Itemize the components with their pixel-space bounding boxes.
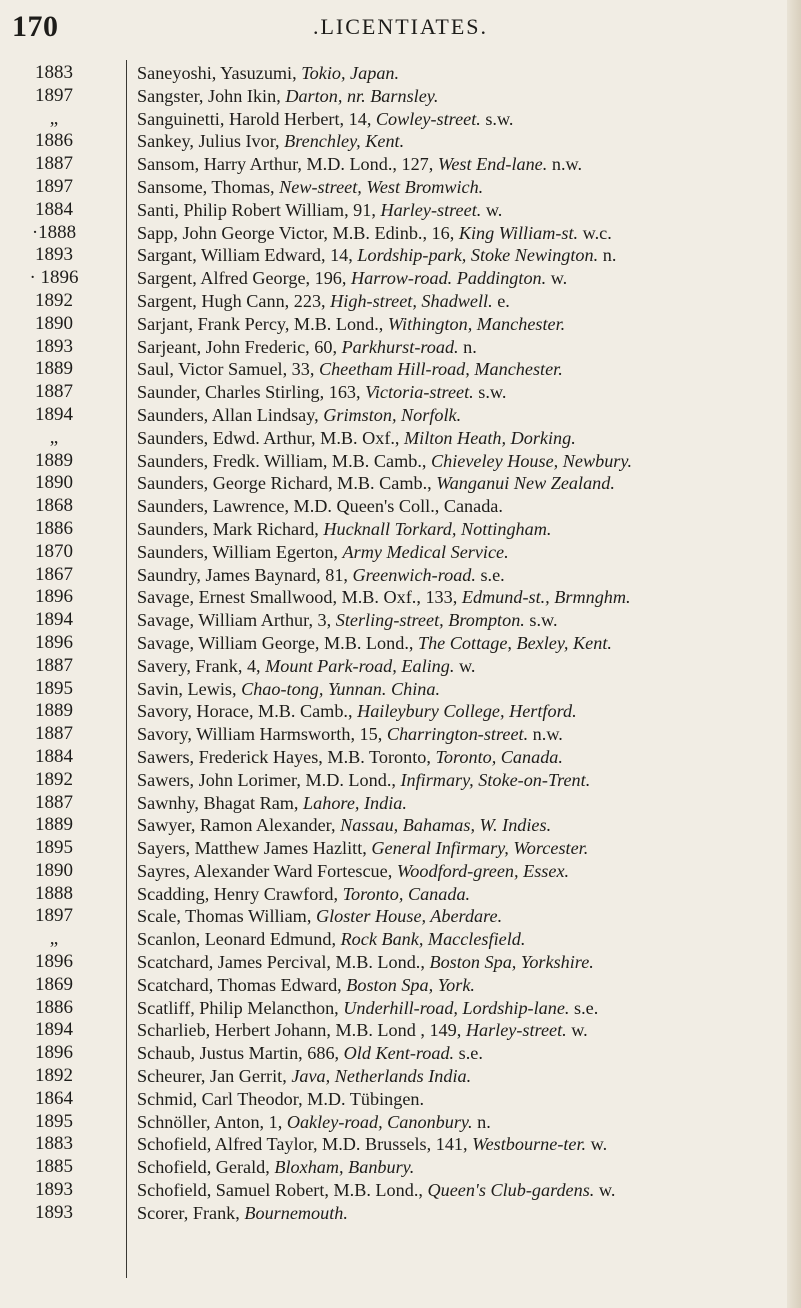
entry-address: Bloxham, Banbury. (274, 1157, 415, 1178)
entry-name: Schaub, Justus Martin, 686, (137, 1043, 344, 1064)
entry-address: Milton Heath, Dorking. (404, 427, 576, 448)
entry-year: 1886 (35, 517, 73, 539)
entry-year: 1870 (35, 540, 73, 562)
entry-year: 1894 (35, 1019, 73, 1041)
entry-address: Chieveley House, Newbury. (430, 450, 632, 471)
entry-year: 1889 (35, 700, 73, 722)
list-item (0, 1202, 801, 1225)
list-item (0, 290, 801, 313)
entry-text (137, 905, 785, 928)
entry-text (137, 358, 785, 381)
list-item (0, 860, 801, 883)
entry-name: Schmid, Carl Theodor, M.D. Tübingen. (137, 1088, 425, 1109)
entry-address: Wanganui New Zealand. (436, 473, 615, 494)
entry-name: Schofield, Gerald, (137, 1157, 275, 1178)
entry-text (137, 792, 785, 815)
list-item (0, 723, 801, 746)
entry-year: 1897 (35, 84, 73, 106)
entry-year: 1886 (35, 130, 73, 152)
entry-district: s.w. (473, 382, 507, 403)
entry-text (137, 951, 785, 974)
entry-text (137, 746, 785, 769)
licentiate-list (0, 62, 801, 1225)
list-item (0, 381, 801, 404)
entry-name: Saunders, George Richard, M.B. Camb., (137, 473, 437, 494)
entry-name: Sargent, Alfred George, 196, (137, 268, 351, 289)
list-item (0, 997, 801, 1020)
entry-name: Saunders, Mark Richard, (137, 518, 324, 539)
entry-text (137, 609, 785, 632)
entry-year: 1890 (35, 312, 73, 334)
list-item (0, 1042, 801, 1065)
list-item (0, 1019, 801, 1042)
entry-year: 1887 (35, 381, 73, 403)
entry-district: n. (458, 336, 477, 357)
entry-year: „ (49, 928, 59, 950)
entry-address: Cowley-street. (375, 108, 481, 129)
entry-name: Sayres, Alexander Ward Fortescue, (137, 860, 397, 881)
entry-address: The Cottage, Bexley, Kent. (417, 632, 612, 653)
page-number: 170 (12, 10, 59, 43)
entry-name: Scatchard, Thomas Edward, (137, 974, 347, 995)
entry-address: Nassau, Bahamas, W. Indies. (340, 815, 552, 836)
entry-year: 1894 (35, 609, 73, 631)
entry-text (137, 678, 785, 701)
entry-address: New-street, West Bromwich. (279, 176, 484, 197)
entry-text (137, 837, 785, 860)
entry-address: Bournemouth. (244, 1202, 348, 1223)
list-item (0, 974, 801, 997)
list-item (0, 130, 801, 153)
entry-year: 1868 (35, 495, 73, 517)
entry-text (137, 290, 785, 313)
entry-address: Java, Netherlands India. (291, 1066, 472, 1087)
entry-text (137, 723, 785, 746)
list-item (0, 495, 801, 518)
entry-text (137, 495, 785, 518)
entry-name: Sarjeant, John Frederic, 60, (137, 336, 342, 357)
list-item (0, 1088, 801, 1111)
list-item (0, 108, 801, 131)
entry-address: Sterling-street, Brompton. (335, 610, 525, 631)
entry-year: 1883 (35, 1133, 73, 1155)
entry-name: Saunder, Charles Stirling, 163, (137, 382, 366, 403)
entry-district: w. (454, 655, 476, 676)
entry-name: Scorer, Frank, (137, 1202, 245, 1223)
entry-name: Sargent, Hugh Cann, 223, (137, 290, 331, 311)
entry-address: Grimston, Norfolk. (323, 404, 462, 425)
entry-address: Boston Spa, York. (346, 974, 475, 995)
entry-address: Harley-street. (465, 1020, 567, 1041)
entry-name: Saunders, Lawrence, M.D. Queen's Coll., Canada. (137, 496, 503, 517)
entry-address: Toronto, Canada. (342, 883, 471, 904)
entry-address: Harley-street. (380, 199, 482, 220)
entry-text (137, 860, 785, 883)
entry-address: Woodford-green, Essex. (396, 860, 570, 881)
entry-text (137, 85, 785, 108)
page-header (12, 8, 789, 48)
list-item (0, 153, 801, 176)
entry-year: 1864 (35, 1087, 73, 1109)
entry-district: e. (492, 290, 510, 311)
entry-year: 1887 (35, 723, 73, 745)
entry-name: Saunders, Fredk. William, M.B. Camb., (137, 450, 431, 471)
entry-text (137, 244, 785, 267)
entry-text (137, 1042, 785, 1065)
entry-address: Greenwich-road. (352, 564, 476, 585)
entry-district: n. (472, 1111, 491, 1132)
entry-text (137, 769, 785, 792)
entry-name: Scale, Thomas William, (137, 906, 316, 927)
entry-name: Savage, William Arthur, 3, (137, 610, 336, 631)
entry-name: Savage, Ernest Smallwood, M.B. Oxf., 133, (137, 587, 462, 608)
entry-year: 1892 (35, 289, 73, 311)
entry-name: Sansom, Harry Arthur, M.D. Lond., 127, (137, 154, 438, 175)
list-item (0, 1065, 801, 1088)
entry-address: Gloster House, Aberdare. (315, 906, 503, 927)
entry-address: Brenchley, Kent. (284, 131, 405, 152)
entry-year: 1889 (35, 814, 73, 836)
list-item (0, 1111, 801, 1134)
entry-year: 1893 (35, 335, 73, 357)
list-item (0, 85, 801, 108)
entry-text (137, 928, 785, 951)
entry-address: Rock Bank, Macclesfield. (340, 929, 526, 950)
entry-district: w. (481, 199, 503, 220)
entry-district: w. (586, 1134, 608, 1155)
entry-name: Saneyoshi, Yasuzumi, (137, 63, 302, 83)
entry-district: w. (566, 1020, 588, 1041)
entry-name: Sawyer, Ramon Alexander, (137, 815, 341, 836)
entry-district: w. (594, 1180, 616, 1201)
entry-address: Haileybury College, Hertford. (357, 701, 577, 722)
list-item (0, 814, 801, 837)
entry-district: s.w. (524, 610, 558, 631)
entry-address: Mount Park-road, Ealing. (265, 655, 455, 676)
entry-year: 1893 (35, 1201, 73, 1223)
entry-year: 1867 (35, 563, 73, 585)
list-item (0, 1133, 801, 1156)
entry-address: Queen's Club-gardens. (427, 1180, 595, 1201)
entry-year: 1887 (35, 791, 73, 813)
entry-year: 1897 (35, 175, 73, 197)
list-item (0, 792, 801, 815)
entry-year: 1895 (35, 677, 73, 699)
entry-address: Harrow-road. Paddington. (351, 268, 547, 289)
list-item (0, 450, 801, 473)
list-item (0, 267, 801, 290)
entry-name: Sarjant, Frank Percy, M.B. Lond., (137, 313, 388, 334)
entry-year: 1889 (35, 358, 73, 380)
entry-address: High-street, Shadwell. (330, 290, 493, 311)
entry-text (137, 814, 785, 837)
entry-name: Saunders, Edwd. Arthur, M.B. Oxf., (137, 427, 405, 448)
list-item (0, 951, 801, 974)
entry-text (137, 381, 785, 404)
entry-address: Old Kent-road. (343, 1043, 455, 1064)
entry-address: General Infirmary, Worcester. (371, 838, 589, 859)
entry-name: Sargant, William Edward, 14, (137, 245, 358, 266)
entry-name: Scatchard, James Percival, M.B. Lond., (137, 952, 430, 973)
entry-name: Saunders, William Egerton, (137, 541, 343, 562)
entry-address: Infirmary, Stoke-on-Trent. (400, 769, 591, 790)
entry-name: Scadding, Henry Crawford, (137, 883, 343, 904)
entry-text (137, 997, 785, 1020)
list-item (0, 518, 801, 541)
entry-district: n.w. (547, 154, 582, 175)
list-item (0, 541, 801, 564)
list-item (0, 62, 801, 85)
entry-year: ·1888 (31, 221, 77, 243)
running-head: .LICENTIATES. (312, 14, 489, 39)
entry-year: 1893 (35, 244, 73, 266)
entry-name: Saunders, Allan Lindsay, (137, 404, 324, 425)
entry-year: 1890 (35, 472, 73, 494)
entry-name: Savin, Lewis, (137, 678, 242, 699)
entry-name: Schnöller, Anton, 1, (137, 1111, 287, 1132)
entry-name: Sawers, John Lorimer, M.D. Lond., (137, 769, 401, 790)
entry-address: Parkhurst-road. (341, 336, 459, 357)
entry-text (137, 700, 785, 723)
entry-name: Sayers, Matthew James Hazlitt, (137, 838, 372, 859)
list-item (0, 244, 801, 267)
list-item (0, 655, 801, 678)
entry-address: Charrington-street. (386, 724, 529, 745)
entry-address: Chao-tong, Yunnan. China. (241, 678, 440, 699)
entry-text (137, 472, 785, 495)
entry-year: 1894 (35, 403, 73, 425)
list-item (0, 905, 801, 928)
entry-text (137, 108, 785, 131)
entry-text (137, 313, 785, 336)
entry-text (137, 153, 785, 176)
list-item (0, 222, 801, 245)
entry-text (137, 1179, 785, 1202)
entry-year: 1897 (35, 905, 73, 927)
entry-text (137, 1019, 785, 1042)
entry-text (137, 176, 785, 199)
entry-district: s.e. (454, 1043, 483, 1064)
entry-text (137, 450, 785, 473)
list-item (0, 609, 801, 632)
entry-name: Savory, William Harmsworth, 15, (137, 724, 387, 745)
list-item (0, 313, 801, 336)
entry-address: Army Medical Service. (342, 541, 509, 562)
entry-address: Oakley-road, Canonbury. (286, 1111, 473, 1132)
entry-address: Victoria-street. (365, 382, 474, 403)
list-item (0, 336, 801, 359)
entry-text (137, 1088, 785, 1111)
entry-year: „ (49, 426, 59, 448)
entry-year: 1895 (35, 1110, 73, 1132)
entry-year: 1869 (35, 973, 73, 995)
entry-year: 1896 (35, 586, 73, 608)
entry-text (137, 1065, 785, 1088)
entry-text (137, 974, 785, 997)
entry-text (137, 222, 785, 245)
entry-text (137, 564, 785, 587)
entry-district: w. (546, 268, 568, 289)
entry-text (137, 586, 785, 609)
entry-year: „ (49, 107, 59, 129)
entry-name: Scatliff, Philip Melancthon, (137, 997, 344, 1018)
list-item (0, 700, 801, 723)
entry-address: West End-lane. (437, 154, 548, 175)
entry-name: Sankey, Julius Ivor, (137, 131, 285, 152)
entry-text (137, 541, 785, 564)
list-item (0, 1179, 801, 1202)
entry-name: Sawers, Frederick Hayes, M.B. Toronto, (137, 746, 436, 767)
entry-district: n. (598, 245, 617, 266)
entry-year: 1892 (35, 1065, 73, 1087)
entry-year: · 1896 (29, 267, 79, 289)
list-item (0, 746, 801, 769)
entry-address: Cheetham Hill-road, Manchester. (318, 359, 563, 380)
entry-year: 1886 (35, 996, 73, 1018)
entry-name: Savage, William George, M.B. Lond., (137, 632, 418, 653)
entry-address: Lordship-park, Stoke Newington. (357, 245, 599, 266)
entry-text (137, 427, 785, 450)
entry-year: 1884 (35, 198, 73, 220)
entry-name: Santi, Philip Robert William, 91, (137, 199, 381, 220)
entry-district: s.e. (569, 997, 599, 1018)
list-item (0, 199, 801, 222)
list-item (0, 176, 801, 199)
entry-year: 1895 (35, 837, 73, 859)
entry-address: Edmund-st., Brmnghm. (461, 587, 631, 608)
list-item (0, 586, 801, 609)
entry-name: Scharlieb, Herbert Johann, M.B. Lond , 149, (137, 1020, 466, 1041)
entry-name: Sangster, John Ikin, (137, 85, 286, 106)
entry-name: Sansome, Thomas, (137, 176, 280, 197)
entry-name: Savery, Frank, 4, (137, 655, 266, 676)
entry-address: Lahore, India. (303, 792, 407, 813)
entry-text (137, 1133, 785, 1156)
entry-text (137, 130, 785, 153)
entry-name: Scheurer, Jan Gerrit, (137, 1066, 292, 1087)
list-item (0, 1156, 801, 1179)
entry-year: 1896 (35, 951, 73, 973)
entry-name: Schofield, Samuel Robert, M.B. Lond., (137, 1180, 428, 1201)
entry-year: 1888 (35, 882, 73, 904)
entry-name: Scanlon, Leonard Edmund, (137, 929, 341, 950)
entry-name: Saul, Victor Samuel, 33, (137, 359, 319, 380)
entry-year: 1896 (35, 1042, 73, 1064)
entry-text (137, 1111, 785, 1134)
entry-text (137, 883, 785, 906)
list-item (0, 404, 801, 427)
entry-text (137, 518, 785, 541)
entry-district: w.c. (578, 222, 612, 243)
entry-year: 1890 (35, 859, 73, 881)
list-item (0, 472, 801, 495)
entry-year: 1889 (35, 449, 73, 471)
entry-address: Westbourne-ter. (472, 1134, 587, 1155)
entry-text (137, 1202, 785, 1225)
list-item (0, 358, 801, 381)
entry-text (137, 336, 785, 359)
entry-name: Sanguinetti, Harold Herbert, 14, (137, 108, 376, 129)
entry-name: Schofield, Alfred Taylor, M.D. Brussels, 141, (137, 1134, 473, 1155)
entry-text (137, 199, 785, 222)
entry-year: 1892 (35, 768, 73, 790)
entry-address: Boston Spa, Yorkshire. (429, 952, 594, 973)
list-item (0, 564, 801, 587)
entry-year: 1883 (35, 62, 73, 83)
entry-text (137, 62, 785, 85)
entry-text (137, 1156, 785, 1179)
entry-name: Sapp, John George Victor, M.B. Edinb., 16, (137, 222, 459, 243)
entry-address: Tokio, Japan. (301, 63, 400, 83)
entry-address: Underhill-road, Lordship-lane. (343, 997, 570, 1018)
entry-text (137, 632, 785, 655)
list-item (0, 632, 801, 655)
list-item (0, 678, 801, 701)
entry-year: 1885 (35, 1156, 73, 1178)
entry-district: s.e. (475, 564, 505, 585)
entry-address: King William-st. (458, 222, 579, 243)
entry-address: Withington, Manchester. (387, 313, 566, 334)
entry-year: 1887 (35, 654, 73, 676)
list-item (0, 427, 801, 450)
entry-year: 1887 (35, 153, 73, 175)
entry-name: Savory, Horace, M.B. Camb., (137, 701, 358, 722)
entry-text (137, 267, 785, 290)
list-item (0, 883, 801, 906)
entry-district: s.w. (480, 108, 514, 129)
entry-address: Hucknall Torkard, Nottingham. (323, 518, 552, 539)
entry-text (137, 404, 785, 427)
entry-address: Toronto, Canada. (435, 746, 563, 767)
entry-text (137, 655, 785, 678)
entry-address: Darton, nr. Barnsley. (285, 85, 439, 106)
list-item (0, 837, 801, 860)
list-item (0, 769, 801, 792)
list-item (0, 928, 801, 951)
entry-year: 1893 (35, 1179, 73, 1201)
entry-year: 1896 (35, 631, 73, 653)
entry-name: Saundry, James Baynard, 81, (137, 564, 353, 585)
entry-name: Sawnhy, Bhagat Ram, (137, 792, 304, 813)
entry-year: 1884 (35, 745, 73, 767)
entry-district: n.w. (528, 724, 563, 745)
